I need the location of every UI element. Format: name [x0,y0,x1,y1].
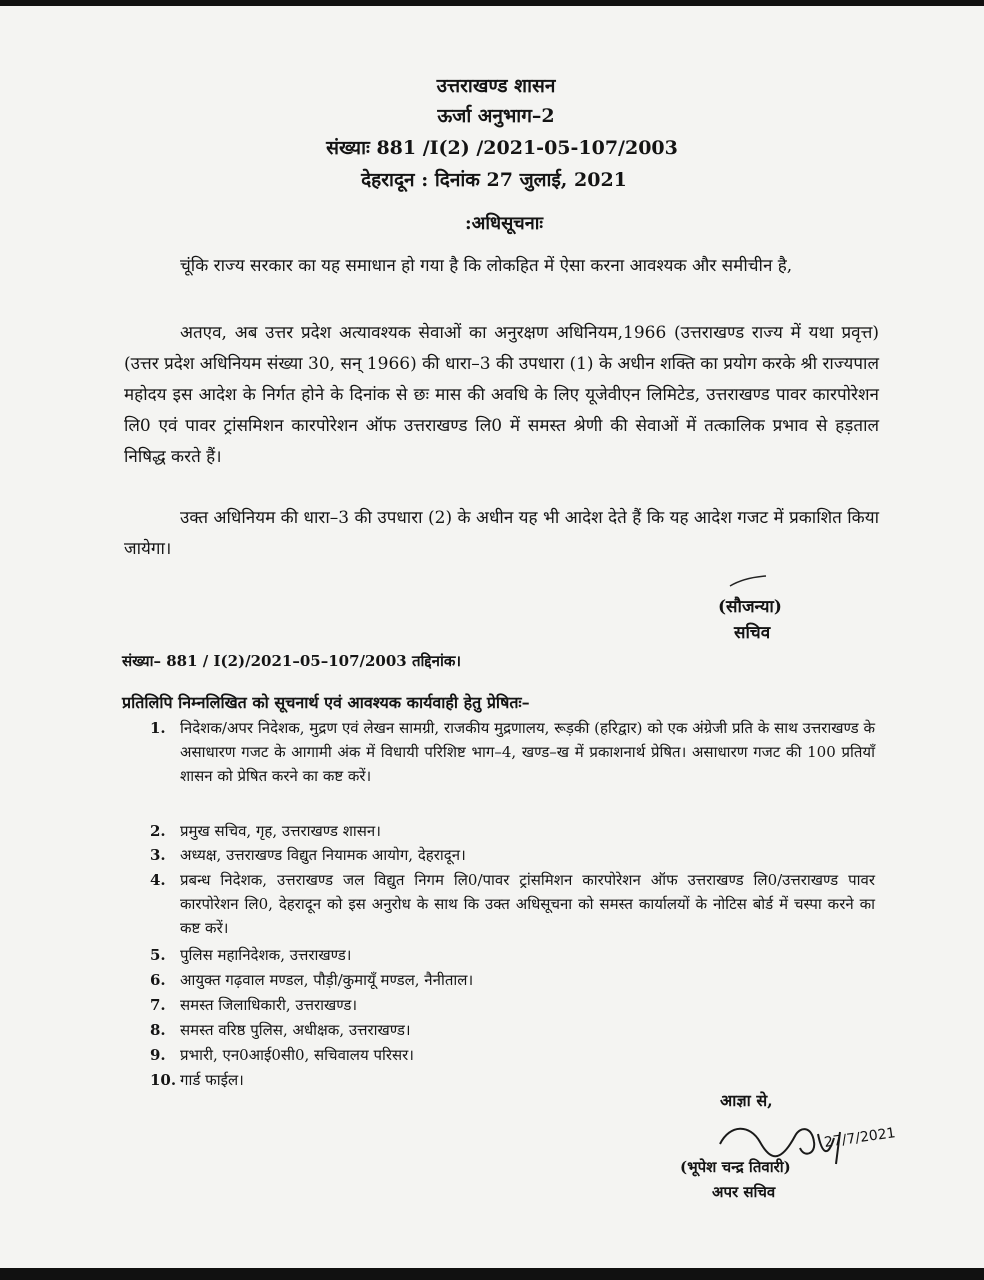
copy-heading: प्रतिलिपि निम्नलिखित को सूचनार्थ एवं आवश्यक कार्यवाही हेतु प्रेषितः– [122,693,530,712]
list-item-number: 9. [150,1046,166,1064]
courtesy-label: (सौजन्या) [718,597,782,617]
list-item-text: आयुक्त गढ़वाल मण्डल, पौड़ी/कुमायूँ मण्डल, नैनीताल। [180,971,474,989]
list-item-text: समस्त वरिष्ठ पुलिस, अधीक्षक, उत्तराखण्ड। [180,1021,411,1039]
document-page [0,6,984,1268]
list-item-text: प्रबन्ध निदेशक, उत्तराखण्ड जल विद्युत निगम लि0/पावर ट्रांसमिशन कारपोरेशन ऑफ उत्तराखण्ड लि0/उत्तराखण्ड पावर कारपोरेशन लि0, देहरादून को इस अनुरोध के साथ कि उक्त अधिसूचना को समस्त कार्यालयों के नोटिस बोर्ड में चस्पा करने का कष्ट करें। [180,871,875,937]
list-item-text: प्रभारी, एन0आई0सी0, सचिवालय परिसर। [180,1046,414,1064]
list-item-number: 6. [150,971,166,989]
list-item-number: 3. [150,846,166,864]
list-item-number: 4. [150,871,166,889]
order-number: संख्याः 881 /I(2) /2021-05-107/2003 [326,137,678,159]
list-item-text: गार्ड फाईल। [180,1071,244,1089]
list-item-number: 5. [150,946,166,964]
list-item-number: 8. [150,1021,166,1039]
copy-number: संख्या– 881 / I(2)/2021–05–107/2003 तद्दिनांक। [122,652,462,670]
paragraph-1: चूंकि राज्य सरकार का यह समाधान हो गया है कि लोकहित में ऐसा करना आवश्यक और समीचीन है, [180,256,793,276]
list-item-number: 10. [150,1071,177,1089]
list-item-text: समस्त जिलाधिकारी, उत्तराखण्ड। [180,996,358,1014]
notification-title: :अधिसूचनाः [464,213,543,234]
by-order-label: आज्ञा से, [720,1091,773,1110]
signatory-name: (भूपेश चन्द्र तिवारी) [680,1158,791,1176]
list-item-number: 1. [150,719,166,737]
order-date: देहरादून : दिनांक 27 जुलाई, 2021 [361,169,627,191]
list-item-text: पुलिस महानिदेशक, उत्तराखण्ड। [180,946,352,964]
section-name: ऊर्जा अनुभाग–2 [437,105,555,127]
list-item-text: अध्यक्ष, उत्तराखण्ड विद्युत नियामक आयोग, देहरादून। [180,846,466,864]
signatory2-designation: अपर सचिव [712,1183,776,1201]
signature-mark [728,574,768,588]
handwritten-date: 27/7/2021 [823,1125,897,1151]
list-item-text: प्रमुख सचिव, गृह, उत्तराखण्ड शासन। [180,822,381,840]
paragraph-3: उक्त अधिनियम की धारा–3 की उपधारा (2) के अधीन यह भी आदेश देते हैं कि यह आदेश गजट में प्रकाशित किया जायेगा। [124,508,879,559]
list-item-number: 7. [150,996,166,1014]
list-item-number: 2. [150,822,166,840]
government-name: उत्तराखण्ड शासन [436,75,556,97]
signatory-designation: सचिव [734,623,771,643]
paragraph-2: अतएव, अब उत्तर प्रदेश अत्यावश्यक सेवाओं का अनुरक्षण अधिनियम,1966 (उत्तराखण्ड राज्य में यथा प्रवृत्त) (उत्तर प्रदेश अधिनियम संख्या 30, सन् 1966) की धारा–3 की उपधारा (1) के अधीन शक्ति का प्रयोग करके श्री राज्यपाल महोदय इस आदेश के निर्गत होने के दिनांक से छः मास की अवधि के लिए यूजेवीएन लिमिटेड, उत्तराखण्ड पावर कारपोरेशन लि0 एवं पावर ट्रांसमिशन कारपोरेशन ऑफ उत्तराखण्ड लि0 में समस्त श्रेणी की सेवाओं में तत्कालिक प्रभाव से हड़ताल निषिद्ध करते हैं। [124,323,879,467]
list-item-text: निदेशक/अपर निदेशक, मुद्रण एवं लेखन सामग्री, राजकीय मुद्रणालय, रूड़की (हरिद्वार) को एक अंग्रेजी प्रति के साथ उत्तराखण्ड के असाधारण गजट के आगामी अंक में विधायी परिशिष्ट भाग–4, खण्ड–ख में प्रकाशनार्थ प्रेषित। असाधारण गजट की 100 प्रतियाँ शासन को प्रेषित करने का कष्ट करें। [180,719,875,785]
